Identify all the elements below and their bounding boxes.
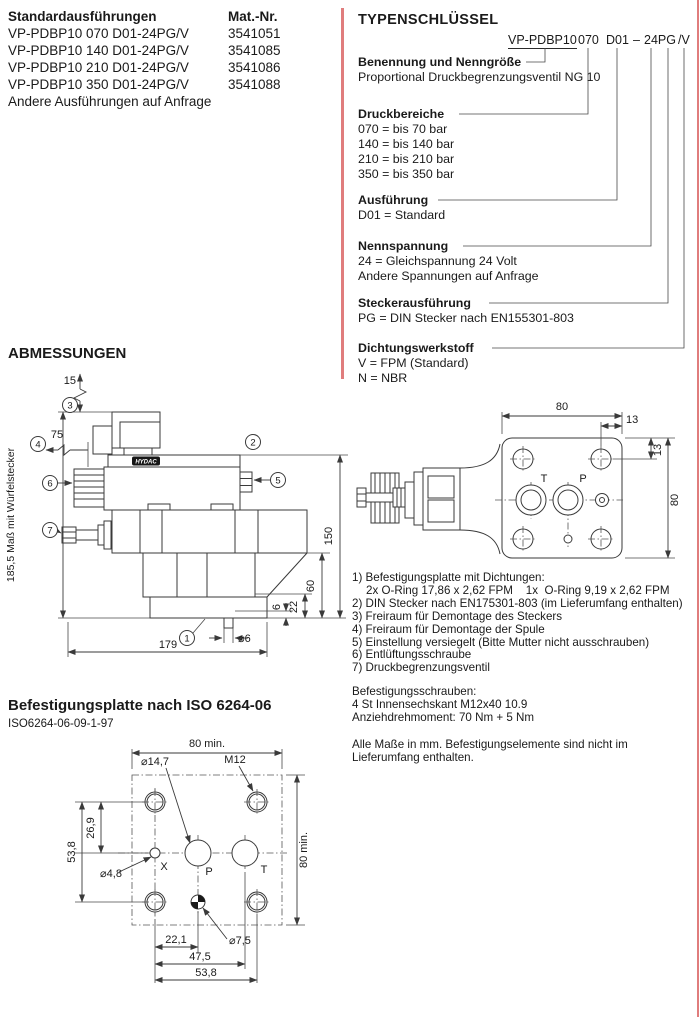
top-view-drawing xyxy=(355,388,700,580)
dim-269: 26,9 xyxy=(85,817,97,839)
screws-torque: Anziehdrehmoment: 70 Nm + 5 Nm xyxy=(352,711,535,725)
svg-text:4: 4 xyxy=(35,439,41,451)
table-row xyxy=(8,59,338,76)
section-line: 350 = bis 350 bar xyxy=(358,167,455,181)
section-label: Benennung und Nenngröße xyxy=(358,55,522,69)
dim-80min-top: 80 min. xyxy=(188,738,226,750)
typekey-section-nennspannung xyxy=(358,239,539,284)
section-label: Dichtungswerkstoff xyxy=(358,341,474,355)
units-note-line2: Lieferumfang enthalten. xyxy=(352,750,474,764)
dim-13-top: 13 xyxy=(626,414,639,426)
port-x-label: X xyxy=(160,861,168,873)
typekey-section-ausfuehrung xyxy=(358,193,445,223)
dimensions-heading: ABMESSUNGEN xyxy=(8,345,127,362)
svg-text:7: 7 xyxy=(47,525,53,537)
section-line: V = FPM (Standard) xyxy=(358,356,469,370)
typekey-code-pressure: 070 xyxy=(578,33,599,47)
svg-text:3: 3 xyxy=(67,400,73,412)
type-code: VP-PDBP10 070 D01-24PG/V xyxy=(8,26,189,41)
dim-221: 22,1 xyxy=(165,934,187,946)
bleed-screw xyxy=(240,472,252,492)
mounting-flange xyxy=(150,597,267,618)
note-7: 7) Druckbegrenzungsventil xyxy=(352,661,490,675)
valve-lower-section xyxy=(143,553,255,597)
dim-179: 179 xyxy=(158,639,178,651)
typekey-section-stecker xyxy=(358,296,574,326)
type-code: VP-PDBP10 140 D01-24PG/V xyxy=(8,43,189,58)
plate-holes xyxy=(142,789,270,915)
dim-150: 150 xyxy=(323,526,335,546)
dim-dia147: ⌀14,7 xyxy=(140,756,170,768)
solenoid-collar xyxy=(108,455,240,467)
note-3: 3) Freiraum für Demontage des Steckers xyxy=(352,609,563,623)
dim-22: 22 xyxy=(288,600,300,614)
table-row xyxy=(8,25,338,42)
note-5: 5) Einstellung versiegelt (Bitte Mutter nicht ausschrauben) xyxy=(352,635,650,649)
dim-80min-right: 80 min. xyxy=(298,831,310,869)
type-code: VP-PDBP10 210 D01-24PG/V xyxy=(8,60,189,75)
section-line: Andere Spannungen auf Anfrage xyxy=(358,269,539,283)
dim-15: 15 xyxy=(63,375,76,387)
dim-475: 47,5 xyxy=(189,951,211,963)
screws-spec: 4 St Innensechskant M12x40 10.9 xyxy=(352,698,528,712)
adjustment-screw-shaft xyxy=(76,530,98,540)
din-connector xyxy=(112,412,160,448)
note-6: 6) Entlüftungsschraube xyxy=(352,648,472,662)
typekey-code-seal: /V xyxy=(678,33,690,47)
port-t-hole xyxy=(232,840,258,866)
dim-80-top: 80 xyxy=(555,401,569,413)
note-4: 4) Freiraum für Demontage der Spule xyxy=(352,622,545,636)
column-divider-line xyxy=(341,8,344,379)
svg-text:2: 2 xyxy=(250,437,256,449)
dim-dia75: ⌀7,5 xyxy=(229,935,251,947)
section-line: N = NBR xyxy=(358,371,408,385)
table-row xyxy=(8,76,338,93)
brand-label: HYDAC xyxy=(135,459,157,466)
dim-13-right: 13 xyxy=(652,443,664,457)
note-1-continued: 2x O-Ring 17,86 x 2,62 FPM 1x O-Ring 9,19 x 2,62 FPM xyxy=(366,583,670,597)
table-header xyxy=(8,8,338,25)
mat-nr: 3541085 xyxy=(228,43,281,58)
port-p-label: P xyxy=(205,866,213,878)
typekey-code-version: D01 xyxy=(606,33,629,47)
typekey-code-dash: – xyxy=(633,33,640,47)
section-label: Druckbereiche xyxy=(358,107,445,121)
adjustment-screw-head xyxy=(62,527,76,543)
dim-6: 6 xyxy=(271,603,283,611)
dim-75: 75 xyxy=(50,429,64,441)
note-1: 1) Befestigungsplatte mit Dichtungen: xyxy=(352,571,545,584)
section-label: Steckerausführung xyxy=(358,296,471,310)
dim-80-right: 80 xyxy=(669,493,681,507)
section-line: 140 = bis 140 bar xyxy=(358,137,455,151)
section-line: 070 = bis 70 bar xyxy=(358,122,448,136)
locating-pin xyxy=(224,618,233,628)
screw-hex-head-top xyxy=(357,488,366,507)
dim-dia6: ⌀6 xyxy=(238,633,251,645)
mat-nr-header: Mat.-Nr. xyxy=(228,9,278,24)
svg-text:1: 1 xyxy=(184,633,190,645)
port-t-label: T xyxy=(260,864,268,876)
svg-text:6: 6 xyxy=(47,478,53,490)
typekey-title: TYPENSCHLÜSSEL xyxy=(358,12,499,28)
connector-cable-gland xyxy=(93,426,112,454)
section-line: PG = DIN Stecker nach EN155301-803 xyxy=(358,311,574,325)
dim-538-left: 53,8 xyxy=(66,841,78,863)
iso-plate-drawing xyxy=(25,733,325,1017)
section-line: Proportional Druckbegrenzungsventil NG 10 xyxy=(358,70,601,84)
mat-nr: 3541051 xyxy=(228,26,281,41)
typekey-code-base: VP-PDBP10 xyxy=(508,33,577,47)
dim-m12: M12 xyxy=(224,754,246,766)
units-note-line1: Alle Maße in mm. Befestigungselemente sind nicht im xyxy=(352,737,628,751)
typekey-section-dichtung xyxy=(358,341,474,386)
mat-nr: 3541086 xyxy=(228,60,281,75)
section-line: D01 = Standard xyxy=(358,208,446,222)
typekey-section-benennung xyxy=(358,55,600,85)
datum-symbol xyxy=(191,895,205,909)
port-x-hole xyxy=(150,848,160,858)
overall-height-label: 185,5 Maß mit Würfelstecker xyxy=(5,447,17,583)
pin-hole xyxy=(564,535,572,543)
side-view-drawing xyxy=(0,360,350,672)
screws-title: Befestigungsschrauben: xyxy=(352,685,477,699)
port-p-label: P xyxy=(579,473,587,485)
valve-top-silhouette xyxy=(357,438,623,558)
table-title: Standardausführungen xyxy=(8,9,157,24)
standard-versions-table xyxy=(8,8,338,110)
mat-nr: 3541088 xyxy=(228,77,281,92)
section-label: Nennspannung xyxy=(358,239,449,253)
port-p-hole xyxy=(185,840,211,866)
table-footnote: Andere Ausführungen auf Anfrage xyxy=(8,94,212,109)
typekey-section-druckbereiche xyxy=(358,107,454,182)
dim-538-bottom: 53,8 xyxy=(195,967,217,979)
type-code: VP-PDBP10 350 D01-24PG/V xyxy=(8,77,189,92)
svg-text:5: 5 xyxy=(275,475,281,487)
footnotes-block xyxy=(352,572,700,765)
section-label: Ausführung xyxy=(358,193,429,207)
port-t-label: T xyxy=(540,473,548,485)
table-row xyxy=(8,42,338,59)
dim-60: 60 xyxy=(305,579,317,593)
iso-plate-subtitle: ISO6264-06-09-1-97 xyxy=(8,718,114,730)
section-line: 210 = bis 210 bar xyxy=(358,152,455,166)
note-2: 2) DIN Stecker nach EN175301-803 (im Lieferumfang enthalten) xyxy=(352,596,683,610)
valve-main-body xyxy=(112,510,307,553)
iso-plate-heading: Befestigungsplatte nach ISO 6264-06 xyxy=(8,697,272,714)
section-line: 24 = Gleichspannung 24 Volt xyxy=(358,254,517,268)
typekey-code-voltage-plug: 24PG xyxy=(644,33,676,47)
dim-dia48: ⌀4,8 xyxy=(100,868,122,880)
